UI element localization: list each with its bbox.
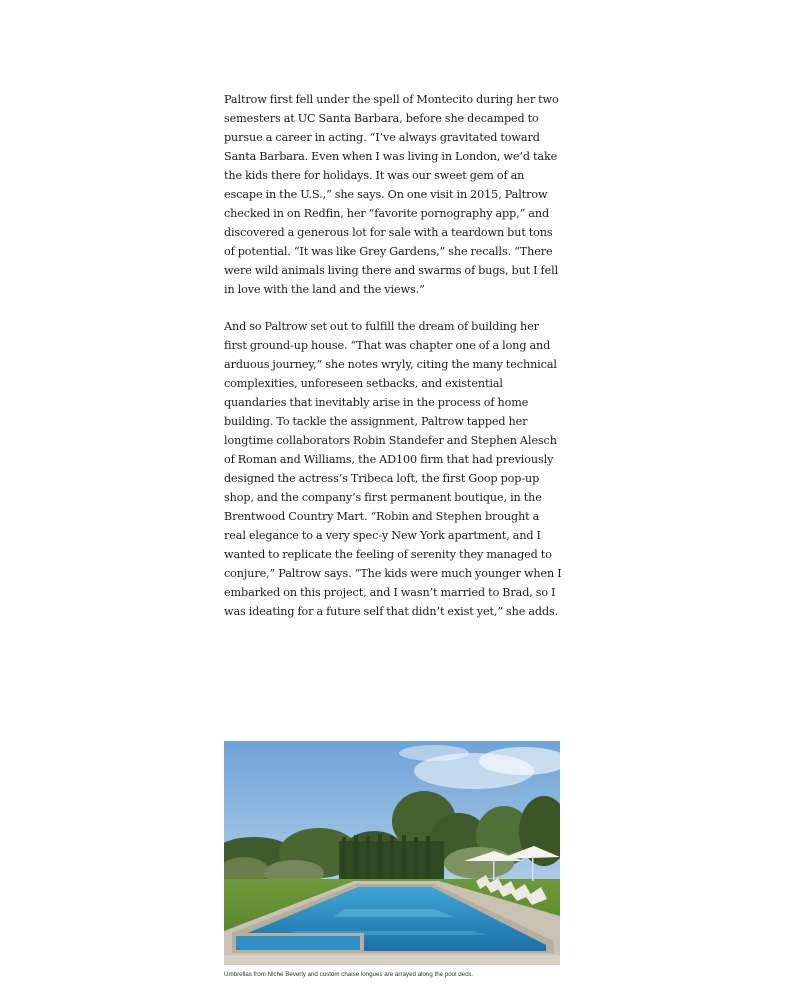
article-paragraph-1: Paltrow first fell under the spell of Montecito during her two semesters at UC Santa Barbara, before she decamped to pursue a career in acting. “I’ve always gravitated toward Santa Barbara. Even when I was living in London, we’d take the kids there for holidays. It was our sweet gem of an escape in the U.S.,” she says. On one visit in 2015, Paltrow checked in on Redfin, her “favorite pornography app,” and discovered a generous lot for sale with a teardown but tons of potential. “It was like Grey Gardens,” she recalls. “There were wild animals living there and swarms of bugs, but I fell in love with the land and the views.” [224,93,559,296]
photo-caption: Umbrellas from Niche Beverly and custom chaise longues are arrayed along the pool deck. [224,971,474,978]
article-paragraph-2: And so Paltrow set out to fulfill the dream of building her first ground-up house. “That was chapter one of a long and arduous journey,” she notes wryly, citing the many technical complexities, unforeseen setbacks, and existential quandaries that inevitably arise in the process of home building. To tackle the assignment, Paltrow tapped her longtime collaborators Robin Standefer and Stephen Alesch of Roman and Williams, the AD100 firm that had previously designed the actress’s Tribeca loft, the first Goop pop-up shop, and the company’s first permanent boutique, in the Brentwood Country Mart. “Robin and Stephen brought a real elegance to a very spec-y New York apartment, and I wanted to replicate the feeling of serenity they managed to conjure,” Paltrow says. “The kids were much younger when I embarked on this project, and I wasn’t married to Brad, so I was ideating for a future self that didn’t exist yet,” she adds. [224,320,562,618]
pool-figure [224,741,560,979]
article-body [224,90,564,639]
pool-photo [224,741,560,965]
